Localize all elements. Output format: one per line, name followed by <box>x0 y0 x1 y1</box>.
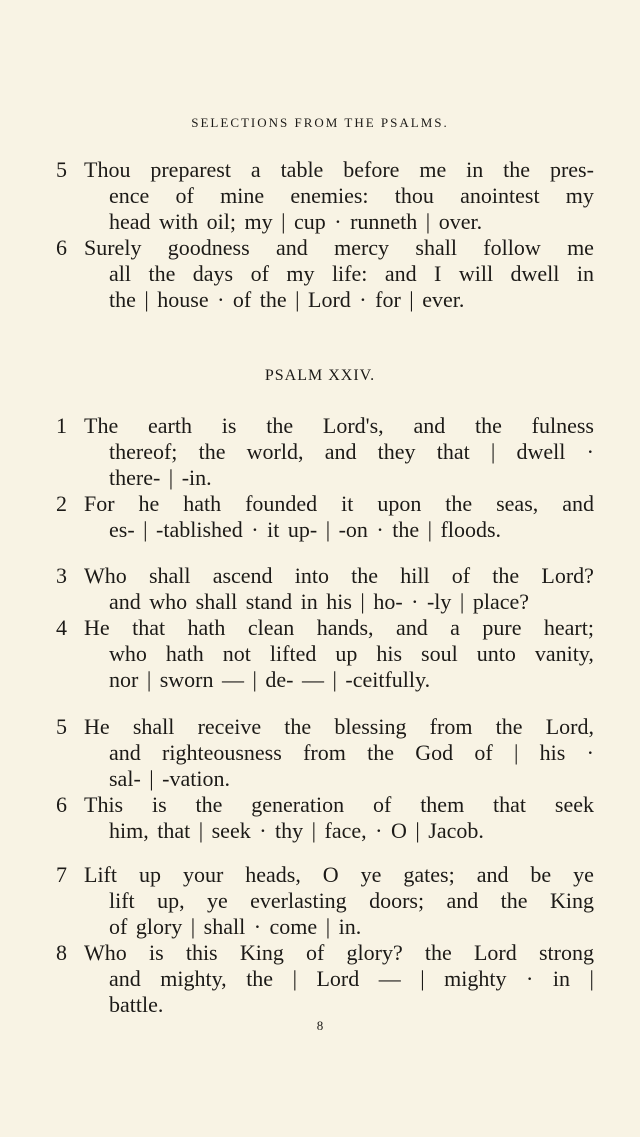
verse-number: 3 <box>56 563 67 588</box>
word: This <box>84 792 124 817</box>
verse-text: es- | -tablished · it up- | -on · the | floods. <box>109 517 502 542</box>
verse-line <box>56 235 594 261</box>
word: my <box>565 183 594 208</box>
word: that <box>493 792 527 817</box>
running-head: SELECTIONS FROM THE PSALMS. <box>191 115 449 130</box>
verse-line <box>56 465 594 491</box>
word: Lord <box>316 966 360 991</box>
word: ye <box>573 862 594 887</box>
verse <box>56 615 594 693</box>
word: shall <box>148 563 191 588</box>
word: and <box>324 439 357 464</box>
word: and <box>476 862 509 887</box>
word: hands, <box>316 615 374 640</box>
word: mighty, <box>160 966 227 991</box>
word: hath <box>187 615 226 640</box>
word: me <box>567 235 594 260</box>
verse <box>56 235 594 313</box>
verse-line <box>56 766 594 792</box>
word: lifted <box>269 641 317 666</box>
verse-number: 5 <box>56 157 67 182</box>
word: heart; <box>543 615 594 640</box>
word: before <box>343 157 400 182</box>
word: this <box>185 940 218 965</box>
word: Thou <box>84 157 131 182</box>
word: anointest <box>460 183 540 208</box>
word: and <box>109 966 141 991</box>
word: He <box>84 714 110 739</box>
verse <box>56 413 594 491</box>
verse-line <box>56 615 594 641</box>
verse-line <box>56 667 594 693</box>
word: I <box>434 261 442 286</box>
word: receive <box>197 714 262 739</box>
word: dwell <box>510 261 560 286</box>
word: the <box>495 714 523 739</box>
verse-line <box>56 287 594 313</box>
verse-line <box>56 209 594 235</box>
word: generation <box>251 792 345 817</box>
word: seas, <box>496 491 539 516</box>
verse-text: head with oil; my | cup · runneth | over. <box>109 209 483 234</box>
word: unto <box>476 641 516 666</box>
word: Lord, <box>545 714 594 739</box>
word: his <box>376 641 403 666</box>
word: fulness <box>531 413 594 438</box>
word: up, <box>157 888 185 913</box>
word: thereof; <box>109 439 178 464</box>
word: is <box>148 940 164 965</box>
word: shall <box>132 714 175 739</box>
verse <box>56 792 594 844</box>
word: God <box>415 740 454 765</box>
word: Who <box>84 940 127 965</box>
word: will <box>458 261 494 286</box>
word: not <box>222 641 251 666</box>
word: in <box>576 261 594 286</box>
word: of <box>306 940 325 965</box>
word: the <box>246 966 274 991</box>
verse-number: 6 <box>56 235 67 260</box>
word: be <box>530 862 552 887</box>
word: — <box>378 966 401 991</box>
word: and <box>109 740 141 765</box>
word: lift <box>109 888 135 913</box>
word: a <box>450 615 460 640</box>
word: and <box>413 413 446 438</box>
word: the <box>492 563 520 588</box>
word: seek <box>554 792 594 817</box>
word: and <box>384 261 417 286</box>
word: your <box>182 862 224 887</box>
verse-line <box>56 491 594 517</box>
word: me <box>419 157 447 182</box>
word: heads, <box>245 862 301 887</box>
verse-text: nor | sworn — | de- — | -ceitfully. <box>109 667 431 692</box>
word: into <box>294 563 329 588</box>
word: my <box>286 261 315 286</box>
word: the <box>500 888 528 913</box>
word: righteousness <box>162 740 282 765</box>
word: thou <box>394 183 434 208</box>
word: gates; <box>403 862 455 887</box>
word: | <box>490 439 496 464</box>
word: mighty <box>444 966 507 991</box>
verse-text: and who shall stand in his | ho- · -ly | place? <box>109 589 529 614</box>
verse-line <box>56 888 594 914</box>
page-number: 8 <box>316 1018 324 1033</box>
word: dwell <box>516 439 566 464</box>
word: the <box>284 714 312 739</box>
verse-line <box>56 641 594 667</box>
word: from <box>429 714 473 739</box>
verse-text: there- | -in. <box>109 465 212 490</box>
word: it <box>341 491 354 516</box>
word: The <box>84 413 119 438</box>
word: mercy <box>334 235 390 260</box>
word: them <box>420 792 465 817</box>
word: vanity, <box>534 641 594 666</box>
word: ascend <box>212 563 273 588</box>
word: blessing <box>334 714 407 739</box>
word: strong <box>538 940 594 965</box>
word: mine <box>220 183 265 208</box>
word: doors; <box>369 888 425 913</box>
word: up <box>335 641 358 666</box>
verse <box>56 714 594 792</box>
verse-line <box>56 589 594 615</box>
word: upon <box>377 491 422 516</box>
verse-line <box>56 157 594 183</box>
word: soul <box>421 641 458 666</box>
verse-text: the | house · of the | Lord · for | ever. <box>109 287 465 312</box>
word: follow <box>483 235 541 260</box>
word: and <box>276 235 308 260</box>
verse-line <box>56 992 594 1018</box>
word: Lord's, <box>322 413 384 438</box>
word: | <box>420 966 425 991</box>
word: Who <box>84 563 127 588</box>
verse-line <box>56 862 594 888</box>
word: Lord <box>473 940 517 965</box>
verse-line <box>56 792 594 818</box>
word: they <box>377 439 416 464</box>
word: glory? <box>346 940 403 965</box>
word: the <box>351 563 379 588</box>
word: of <box>175 183 194 208</box>
word: enemies: <box>290 183 369 208</box>
word: He <box>84 615 110 640</box>
word: of <box>373 792 392 817</box>
word: the <box>424 940 452 965</box>
word: the <box>445 491 473 516</box>
word: | <box>514 740 519 765</box>
psalm-heading: PSALM XXIV. <box>264 367 376 384</box>
verse-line <box>56 413 594 439</box>
word: O <box>322 862 339 887</box>
word: a <box>250 157 261 182</box>
verse-number: 7 <box>56 862 67 887</box>
word: all <box>109 261 131 286</box>
word: is <box>221 413 237 438</box>
word: in <box>552 966 570 991</box>
verse-line <box>56 966 594 992</box>
word: the <box>148 261 176 286</box>
verse-number: 8 <box>56 940 67 965</box>
verse-line <box>56 714 594 740</box>
verse-line <box>56 517 594 543</box>
word: days <box>192 261 234 286</box>
verse-line <box>56 740 594 766</box>
verse-line <box>56 818 594 844</box>
word: ence <box>109 183 150 208</box>
word: his <box>539 740 566 765</box>
word: pure <box>482 615 522 640</box>
word: hill <box>400 563 430 588</box>
verse-line <box>56 439 594 465</box>
word: is <box>151 792 167 817</box>
word: the <box>367 740 394 765</box>
word: · <box>586 439 594 464</box>
word: hath <box>165 641 204 666</box>
word: | <box>292 966 297 991</box>
word: from <box>303 740 346 765</box>
word: Lord? <box>541 563 594 588</box>
verse <box>56 563 594 615</box>
word: he <box>138 491 160 516</box>
word: founded <box>245 491 318 516</box>
word: who <box>109 641 147 666</box>
word: world, <box>246 439 304 464</box>
word: up <box>138 862 161 887</box>
verse-line <box>56 563 594 589</box>
word: and <box>446 888 479 913</box>
word: · <box>526 966 534 991</box>
word: the <box>198 439 226 464</box>
word: shall <box>415 235 457 260</box>
verse <box>56 862 594 940</box>
word: Surely <box>84 235 142 260</box>
word: that <box>436 439 470 464</box>
verse-text: battle. <box>109 992 164 1017</box>
word: that <box>132 615 166 640</box>
word: table <box>280 157 324 182</box>
word: clean <box>247 615 295 640</box>
word: the <box>503 157 531 182</box>
verse-line <box>56 940 594 966</box>
verse-line <box>56 183 594 209</box>
verse <box>56 157 594 235</box>
word: pres- <box>549 157 594 182</box>
verse-line <box>56 914 594 940</box>
word: earth <box>147 413 192 438</box>
verse-number: 4 <box>56 615 67 640</box>
verse-text: him, that | seek · thy | face, · O | Jacob. <box>109 818 484 843</box>
word: of <box>451 563 471 588</box>
verse <box>56 940 594 1018</box>
word: Lift <box>84 862 117 887</box>
word: · <box>586 740 594 765</box>
word: and <box>562 491 594 516</box>
word: of <box>250 261 269 286</box>
word: hath <box>183 491 222 516</box>
word: | <box>589 966 594 991</box>
word: the <box>195 792 223 817</box>
word: King <box>239 940 284 965</box>
word: goodness <box>167 235 250 260</box>
word: the <box>266 413 294 438</box>
word: King <box>549 888 594 913</box>
verse-line <box>56 261 594 287</box>
word: ye <box>206 888 228 913</box>
word: For <box>84 491 115 516</box>
word: and <box>395 615 428 640</box>
word: preparest <box>150 157 231 182</box>
word: the <box>475 413 502 438</box>
verse-number: 2 <box>56 491 67 516</box>
word: everlasting <box>250 888 347 913</box>
word: ye <box>360 862 382 887</box>
verse <box>56 491 594 543</box>
verse-text: sal- | -vation. <box>109 766 230 791</box>
verse-number: 6 <box>56 792 67 817</box>
word: life: <box>331 261 368 286</box>
word: of <box>474 740 493 765</box>
verse-text: of glory | shall · come | in. <box>109 914 362 939</box>
verse-number: 1 <box>56 413 67 438</box>
verse-number: 5 <box>56 714 67 739</box>
word: in <box>466 157 484 182</box>
